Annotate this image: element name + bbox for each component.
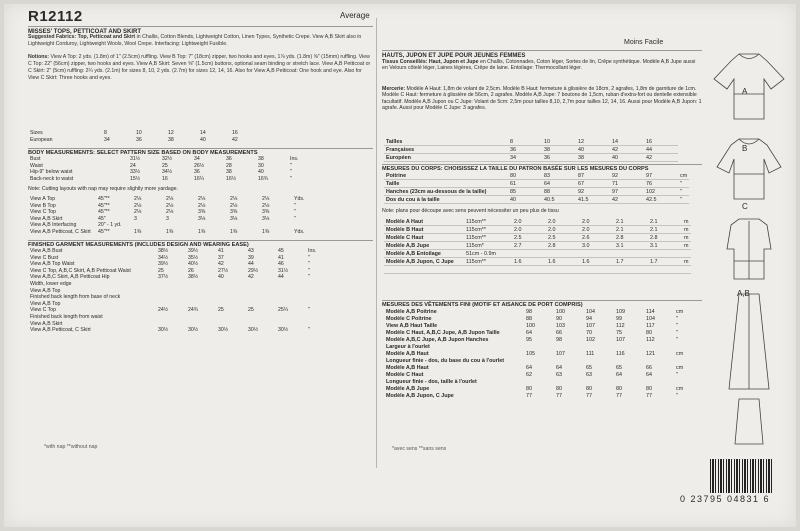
column-divider xyxy=(376,18,377,468)
nap-note-fr: Note: plans pour découpe avec sens peuvent nécessiter un peu plus de tissu xyxy=(382,208,559,214)
pattern-number: R12112 xyxy=(28,8,83,25)
finished-title-fr: MESURES DES VÊTEMENTS FINI (MOTIF ET AISANCE DE PORT COMPRIS) xyxy=(382,300,702,308)
nap-legend-fr: *avec sens **sans sens xyxy=(392,446,447,452)
view-label-a: A xyxy=(742,87,748,96)
view-label-ab: A,B xyxy=(737,289,750,298)
yardage-table-en: View A Top 45"** 2⅛ 2⅛ 2⅛ 2⅛ 2⅛ Yds. View B Top 45"** 2⅛ 2⅛ 2⅛ 2⅛ 2⅛ " View C Top 45"** 2⅛ 2⅛ 3⅜ 3⅜ 3⅜ " View A,B Skirt 45" 3 3 3⅛ 3⅛ 3⅛ " View A,B Interfacing 20" - 1 yd. View A,B Petticoat, C Skirt 45"** 1⅜ 1⅜ 1⅜ 1⅜ 1⅜ Yds. xyxy=(30,196,305,235)
pattern-envelope-back xyxy=(4,4,796,527)
title-en: MISSES' TOPS, PETTICOAT AND SKIRT xyxy=(28,26,373,35)
finished-table-fr: Modèle A,B Poitrine 98 100 104 109 114 cm Modèle C Poitrine 88 90 94 99 104 " View A,B Haut Taille 100 103 107 112 117 " Modèle C Haut, A,B,C Jupe, A,B Jupon Taille 64 66 70 75 80 " Modèle A,B,C Jupe, A,B Jupon Hanches 95 98 102 107 112 " Largeur à l'ourlet Modèle A,B Haut 105 107 111 116 121 cm Longueur finie - dos, du base du cou à l'ourlet Modèle A,B Haut 64 64 65 65 66 cm Modèle C Haut 62 63 63 64 64 " Longueur finie - dos, taille à l'ourlet Modèle A,B Jupe 80 80 80 80 80 cm Modèle A,B Jupon, C Jupe 77 77 77 77 77 " xyxy=(386,308,684,399)
difficulty-fr: Moins Facile xyxy=(624,39,664,46)
finished-title-en: FINISHED GARMENT MEASUREMENTS (INCLUDES DESIGN AND WEARING EASE) xyxy=(28,240,373,248)
notions-fr: Mercerie: Modèle A Haut: 1,8m de volant de 2,5cm. Modèle B Haut: fermeture à glissière de 18cm, 2 agrafes, 1,8m de garniture de 1cm. Modèle C Haut: fermeture à glissière de 56cm, 2 agrafes. Modèle A,B Jupe: 7 boutons de 1,5cm, ruban d'extra-fort ou dentelle extensible facultatif. Modèle A,B Jupon ou C Jupe: Volant de 5cm: 2,5m pour tailles 8,10, 2,7m pour tailles 12, 14, 16. Aussi pour Modèle A,B Jupon: 1 agrafe. Aussi pour Modèle C Jupe: 3 agrafes. xyxy=(382,86,702,112)
barcode-number: 0 23795 04831 6 xyxy=(680,494,771,504)
body-table-fr: Poitrine 80 83 87 92 97 cm Taille 61 64 67 71 76 " Hanches (23cm au-dessous de la taille) 85 88 92 97 102 " Dos du cou à la taille 40 40.5 41.5 42 42.5 " xyxy=(386,172,688,203)
barcode xyxy=(710,459,774,493)
finished-table-en: View A,B Bust 38½ 39½ 41 43 45 Ins. View C Bust 34½ 35½ 37 39 41 " View A,B Top Waist 39½ 40½ 42 44 46 " View C Top, A,B,C Skirt, A,B Petticoat Waist 25 26 27½ 29½ 31½ " View A,B,C Skirt, A,B Petticoat Hip 37½ 38½ 40 42 44 " Width, lower edge View A,B Top Finished back length from base of neck View A,B Top View C Top 24½ 24¾ 25 25 25¼ " Finished back length from waist View A,B Skirt View A,B Petticoat, C Skirt 30½ 30½ 30½ 30½ 30½ " xyxy=(30,248,317,334)
sizes-table-fr: Tailles 8 10 12 14 16 Françaises 36 38 40 42 44 Européen 34 36 38 40 42 xyxy=(384,138,678,162)
yardage-table-fr: Modèle A Haut 115cm** 2.0 2.0 2.0 2.1 2.1 m Modèle B Haut 115cm** 2.0 2.0 2.0 2.1 2.1 m Modèle C Haut 115cm** 2.5 2.5 2.6 2.8 2.8 m Modèle A,B Jupe 115cm* 2.7 2.8 3.0 3.1 3.1 m Modèle A,B Entoilage 51cm - 0.9m Modèle A,B Jupon, C Jupe 115cm** 1.6 1.6 1.6 1.7 1.7 m xyxy=(384,218,691,274)
view-line-drawings xyxy=(709,49,789,449)
difficulty-en: Average xyxy=(340,11,370,20)
body-title-fr: MESURES DU CORPS: CHOISISSEZ LA TAILLE DU PATRON BASÉE SUR LES MESURES DU CORPS xyxy=(382,164,702,172)
nap-note-en: Note: Cutting layouts with nap may require slightly more yardage. xyxy=(28,186,178,192)
title-fr: HAUTS, JUPON ET JUPE POUR JEUNES FEMMES xyxy=(382,50,702,59)
body-measurements-table-en: Bust 31½ 32½ 34 36 38 Ins. Waist 24 25 26½ 28 30 " Hip-9" below waist 33½ 34½ 36 38 40 " Back-neck to waist 15½ 16 16¼ 16½ 16¾ " xyxy=(30,156,299,182)
body-measurements-title-en: BODY MEASUREMENTS: SELECT PATTERN SIZE BASED ON BODY MEASUREMENTS xyxy=(28,148,373,156)
view-label-b: B xyxy=(742,144,748,153)
notions-en: Notions: View A Top: 2 yds. (1.8m) of 1" (2.5cm) ruffling. View B Top: 7" (18cm) zipper, two hooks and eyes, 1⅞ yds. (1.8m) ⅝" (15mm) ruffling. View C Top: 22" (56cm) zipper, two hooks and eyes. View A,B Skirt: Seven ⅝" (1.5cm) buttons, optional seam binding or stretch lace. View A,B Petticoat or C Skirt: 2" (5cm) ruffling: 2¼ yds. (2.1m) for sizes 8, 10, 2 yds. (2.7m) for sizes 12, 14, 16. Also for View A,B Petticoat: One hook and eye. Also for View C Skirt: Three hooks and eyes. xyxy=(28,54,371,81)
fabrics-en: Suggested Fabrics: Top, Petticoat and Skirt in Challis, Cotton Blends, Lightweight Cotton, Linen Types, Synthetic Crepe. View A,B Skirt also in Lightweight Corduroy, Lightweight Wools, Wool Crepe. Interfacing: Lightweight Fusible. xyxy=(28,34,362,47)
view-label-c: C xyxy=(742,202,748,211)
nap-legend-en: *with nap **without nap xyxy=(44,444,98,450)
fabrics-fr: Tissus Conseillés: Haut, Jupon et Jupe en Challis, Cotonnades, Coton léger, Sortes de lin, Crêpe synthétique. Modèle A,B Jupe aussi en Velours côtelé léger, Laines légères, Crêpe de laine. Entoilage: Thermocollant léger. xyxy=(382,59,696,72)
sizes-table-en: Sizes 8 10 12 14 16 European 34 36 38 40 42 xyxy=(30,130,238,143)
